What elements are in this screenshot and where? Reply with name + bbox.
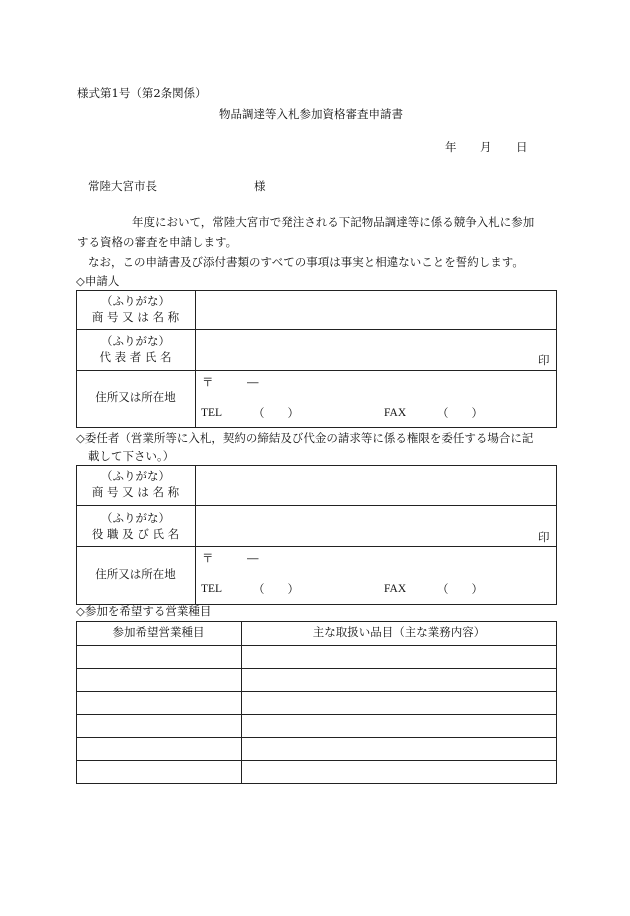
business-row-5-type[interactable]	[78, 739, 240, 759]
body-line-2: する資格の審査を申請します。	[77, 235, 238, 249]
business-row-4-items[interactable]	[243, 716, 555, 736]
date-month-label: 月	[480, 140, 492, 154]
applicant-fax-paren[interactable]: （ ）	[437, 406, 483, 420]
date-year-label: 年	[445, 140, 457, 154]
business-row-2-type[interactable]	[78, 670, 240, 690]
delegate-fax-label: FAX	[384, 583, 407, 595]
delegate-address-field[interactable]	[197, 549, 555, 576]
delegate-position-name-label: 役 職 及 び 氏 名	[91, 527, 180, 541]
delegate-address-label: 住所又は所在地	[95, 567, 176, 581]
body-line-3: なお，この申請書及び添付書類のすべての事項は事実と相違ないことを誓約します。	[88, 255, 524, 269]
business-row-4-type[interactable]	[78, 716, 240, 736]
delegate-tel-paren[interactable]: （ ）	[253, 582, 299, 596]
delegate-furigana-1: （ふりがな）	[101, 469, 170, 483]
applicant-trade-name-field[interactable]	[197, 292, 555, 328]
delegate-heading-line-2: 載して下さい。）	[88, 449, 175, 463]
business-row-5-items[interactable]	[243, 739, 555, 759]
applicant-postal-mark: 〒	[202, 375, 214, 389]
form-title: 物品調達等入札参加資格審査申請書	[219, 107, 403, 121]
business-row-1-items[interactable]	[243, 647, 555, 667]
applicant-heading: ◇申請人	[76, 274, 120, 288]
delegate-trade-name-label: 商 号 又 は 名 称	[91, 485, 180, 499]
delegate-position-name-field[interactable]	[197, 507, 527, 545]
addressee: 常陸大宮市長	[88, 179, 157, 193]
business-row-2-items[interactable]	[243, 670, 555, 690]
date-day-label: 日	[516, 140, 528, 154]
delegate-fax-paren[interactable]: （ ）	[437, 582, 483, 596]
form-number: 様式第1号（第2条関係）	[77, 86, 207, 100]
business-row-3-items[interactable]	[243, 693, 555, 713]
delegate-seal-mark: 印	[538, 530, 550, 544]
business-row-6-items[interactable]	[243, 762, 555, 782]
business-row-6-type[interactable]	[78, 762, 240, 782]
addressee-suffix: 様	[254, 179, 266, 193]
applicant-tel-label: TEL	[201, 407, 223, 419]
business-col-header-1: 参加希望営業種目	[112, 625, 205, 639]
applicant-fax-label: FAX	[384, 407, 407, 419]
delegate-postal-dash: ―	[247, 551, 259, 565]
applicant-trade-name-label: 商 号 又 は 名 称	[91, 310, 180, 324]
body-line-1: 年度において，常陸大宮市で発注される下記物品調達等に係る競争入札に参加	[132, 215, 535, 229]
applicant-postal-dash: ―	[247, 375, 259, 389]
business-heading: ◇参加を希望する営業種目	[76, 604, 212, 618]
applicant-address-field[interactable]	[197, 373, 555, 399]
applicant-address-label: 住所又は所在地	[95, 390, 176, 404]
applicant-rep-name-label: 代 表 者 氏 名	[99, 350, 172, 364]
business-row-1-type[interactable]	[78, 647, 240, 667]
delegate-tel-label: TEL	[201, 583, 223, 595]
applicant-furigana-2: （ふりがな）	[101, 334, 170, 348]
delegate-postal-mark: 〒	[202, 551, 214, 565]
business-row-3-type[interactable]	[78, 693, 240, 713]
business-col-header-2: 主な取扱い品目（主な業務内容）	[312, 625, 486, 639]
delegate-furigana-2: （ふりがな）	[101, 511, 170, 525]
applicant-seal-mark: 印	[538, 353, 550, 367]
applicant-tel-paren[interactable]: （ ）	[253, 406, 299, 420]
applicant-rep-name-field[interactable]	[197, 331, 527, 369]
delegate-trade-name-field[interactable]	[197, 467, 555, 504]
delegate-heading-line-1: ◇委任者（営業所等に入札，契約の締結及び代金の請求等に係る権限を委任する場合に記	[76, 431, 534, 445]
applicant-furigana-1: （ふりがな）	[101, 294, 170, 308]
